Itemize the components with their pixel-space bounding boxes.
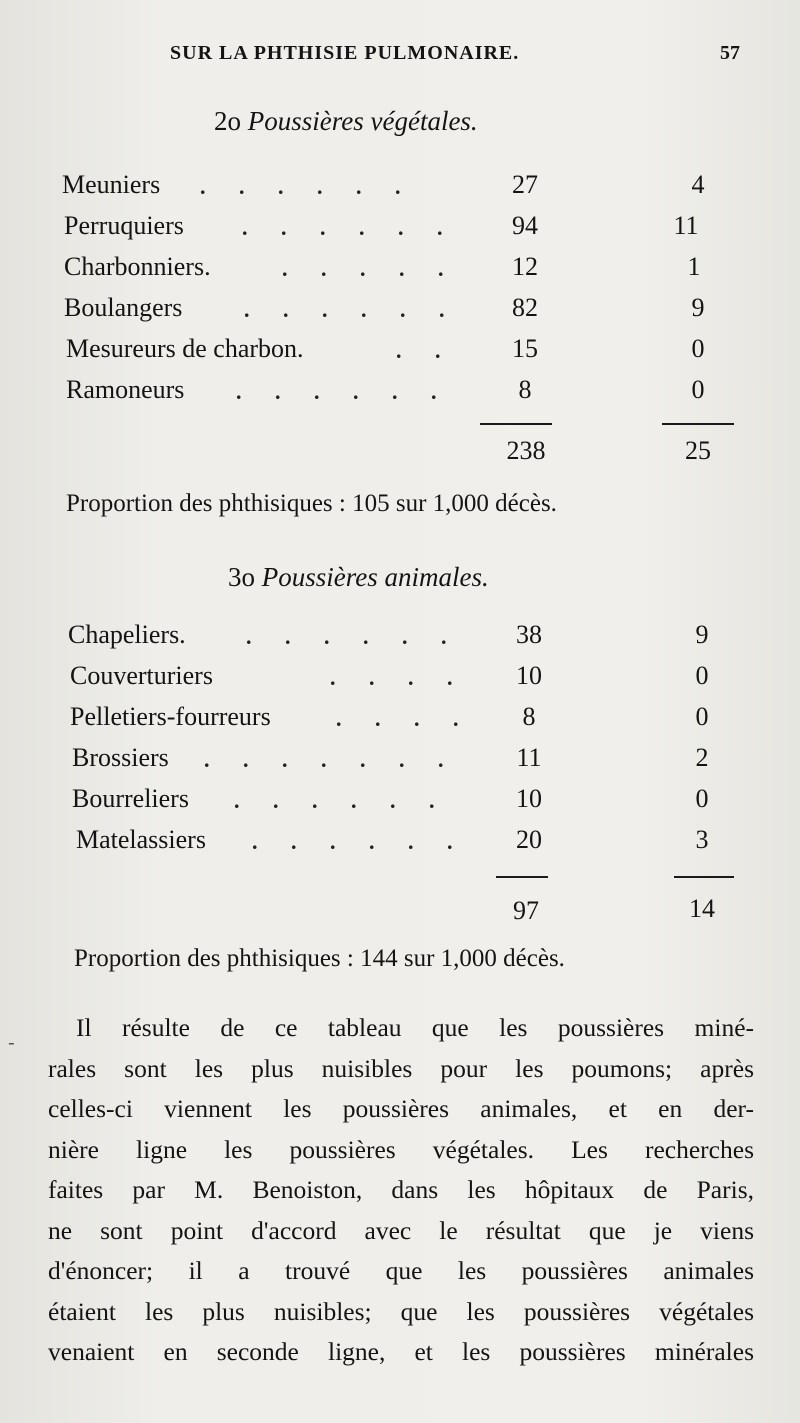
section-heading-animal	[228, 562, 489, 593]
section-number: 3o	[228, 562, 255, 592]
table-row	[0, 375, 800, 415]
table-row	[0, 825, 800, 865]
paragraph-line: venaient en seconde ligne, et les poussières minérales	[48, 1337, 754, 1366]
total-count: 97	[513, 896, 539, 925]
leader-dots: . . . . . .	[244, 297, 459, 322]
running-title: SUR LA PHTHISIE PULMONAIRE.	[170, 42, 520, 64]
leader-dots: . .	[396, 338, 455, 363]
leader-dots: . . . . . .	[246, 624, 461, 649]
phthisiques-value: 9	[695, 620, 709, 649]
phthisiques-value: 3	[695, 825, 709, 854]
sum-rule	[662, 423, 734, 425]
phthisiques-value: 0	[691, 375, 705, 404]
leader-dots: . . . . .	[282, 256, 458, 281]
table-row	[0, 702, 800, 742]
table-row	[0, 293, 800, 333]
phthisiques-value: 9	[691, 293, 705, 322]
table-row	[0, 334, 800, 374]
occupation-name: Chapeliers.	[68, 620, 186, 649]
sum-rule	[496, 876, 548, 878]
occupation-name: Ramoneurs	[66, 375, 185, 404]
paragraph-line: faites par M. Benoiston, dans les hôpitaux de Paris,	[48, 1175, 754, 1204]
section-number: 2o	[214, 106, 241, 136]
leader-dots: . . . . . .	[234, 788, 449, 813]
total-phthisiques: 25	[685, 436, 711, 465]
count-value: 15	[512, 334, 538, 363]
count-value: 12	[512, 252, 538, 281]
phthisiques-value: 1	[687, 252, 701, 281]
margin-mark: -	[8, 1030, 15, 1054]
occupation-name: Mesureurs de charbon.	[66, 334, 304, 363]
occupation-name: Boulangers	[64, 293, 183, 322]
occupation-name: Matelassiers	[76, 825, 206, 854]
paragraph-line: rales sont les plus nuisibles pour les poumons; après	[48, 1053, 754, 1083]
leader-dots: . . . . . .	[200, 174, 415, 199]
count-value: 11	[516, 743, 542, 772]
table-row	[0, 620, 800, 660]
table-row	[0, 661, 800, 701]
count-value: 8	[518, 375, 532, 404]
section-heading-vegetal	[214, 106, 478, 137]
count-value: 8	[522, 702, 536, 731]
body-paragraph	[48, 1008, 754, 1373]
count-value: 82	[512, 293, 538, 322]
occupation-name: Charbonniers.	[64, 252, 211, 281]
phthisiques-value: 11	[673, 211, 699, 240]
table-row	[0, 252, 800, 292]
count-value: 38	[516, 620, 542, 649]
table-row	[0, 211, 800, 251]
count-value: 27	[512, 170, 538, 199]
paragraph-line: étaient les plus nuisibles; que les poussières végétales	[48, 1296, 754, 1326]
section-title: Poussières animales.	[261, 562, 489, 592]
leader-dots: . . . . . .	[242, 215, 457, 240]
paragraph-line: nière ligne les poussières végétales. Les recherches	[48, 1134, 754, 1164]
total-count: 238	[506, 436, 546, 465]
sum-rule	[674, 876, 734, 878]
count-value: 10	[516, 784, 542, 813]
count-value: 94	[512, 211, 538, 240]
phthisiques-value: 0	[695, 702, 709, 731]
occupation-name: Pelletiers-fourreurs	[70, 702, 271, 731]
occupation-name: Meuniers	[62, 170, 161, 199]
page-number: 57	[720, 42, 740, 64]
leader-dots: . . . . . . .	[204, 747, 458, 772]
count-value: 10	[516, 661, 542, 690]
paragraph-line: Il résulte de ce tableau que les poussières miné-	[76, 1013, 754, 1042]
proportion-vegetal: Proportion des phthisiques : 105 sur 1,000 décès.	[66, 490, 557, 517]
total-phthisiques: 14	[689, 894, 715, 923]
occupation-name: Brossiers	[72, 743, 169, 772]
table-row	[0, 743, 800, 783]
occupation-name: Perruquiers	[64, 211, 184, 240]
table-row	[0, 784, 800, 824]
phthisiques-value: 0	[691, 334, 705, 363]
table-row	[0, 170, 800, 210]
paragraph-line: celles-ci viennent les poussières animales, et en der-	[48, 1094, 754, 1123]
phthisiques-value: 2	[695, 743, 709, 772]
paragraph-line: d'énoncer; il a trouvé que les poussières animales	[48, 1256, 754, 1285]
leader-dots: . . . . . .	[252, 829, 467, 854]
sum-rule	[480, 423, 552, 425]
count-value: 20	[516, 825, 542, 854]
occupation-name: Couverturiers	[70, 661, 213, 690]
leader-dots: . . . .	[336, 706, 473, 731]
running-header	[170, 42, 740, 72]
paragraph-line: ne sont point d'accord avec le résultat que je viens	[48, 1215, 754, 1245]
leader-dots: . . . .	[330, 665, 467, 690]
occupation-name: Bourreliers	[72, 784, 189, 813]
leader-dots: . . . . . .	[236, 379, 451, 404]
phthisiques-value: 4	[691, 170, 705, 199]
phthisiques-value: 0	[695, 661, 709, 690]
section-title: Poussières végétales.	[247, 106, 478, 136]
phthisiques-value: 0	[695, 784, 709, 813]
proportion-animal: Proportion des phthisiques : 144 sur 1,000 décès.	[74, 945, 565, 972]
